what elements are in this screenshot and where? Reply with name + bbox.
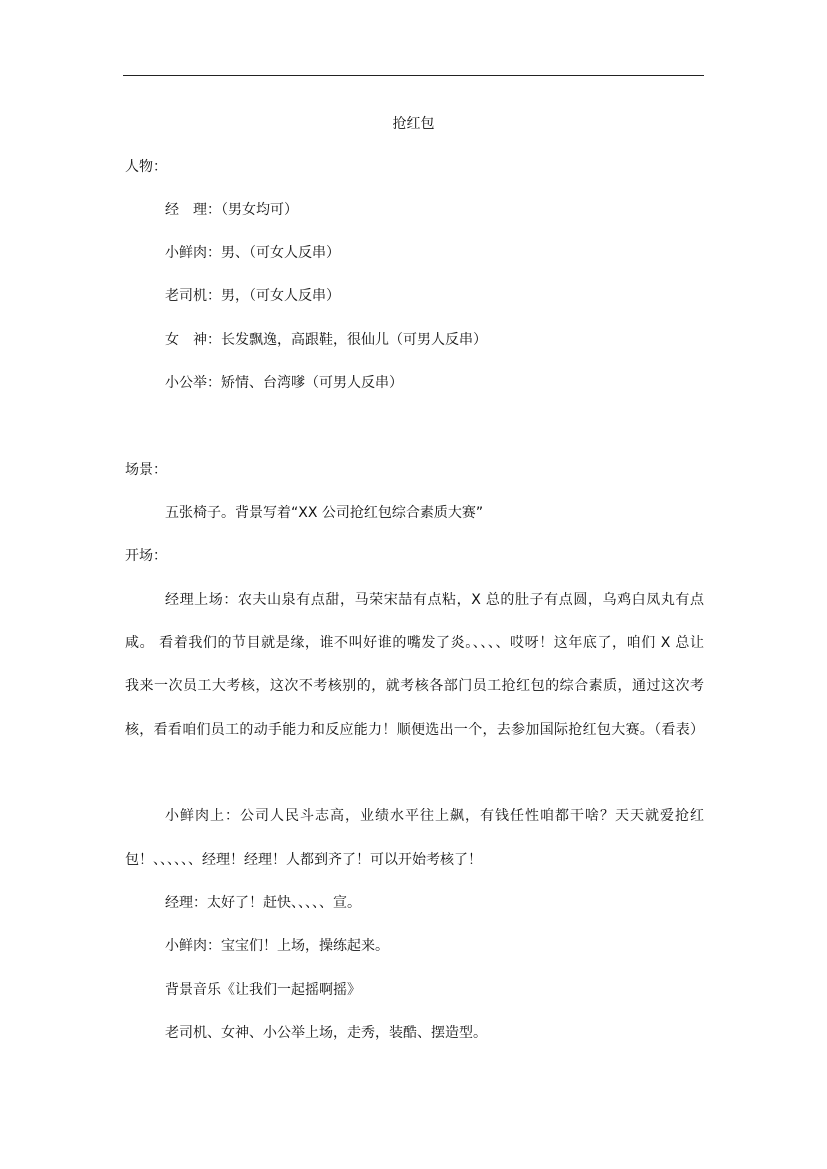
xianrou-speech-line: 包！、、、、、、经理！经理！人都到齐了！可以开始考核了！ [125,852,482,868]
manager-speech-line: 我来一次员工大考核，这次不考核别的，就考核各部门员工抢红包的综合素质，通过这次考 [125,678,704,694]
manager-speech-line: 咸。 看着我们的节目就是缘，谁不叫好谁的嘴发了炎。、、、、哎呀！这年底了，咱们 X 总让 [125,635,704,651]
manager-speech-line: 经理上场：农夫山泉有点甜，马荣宋喆有点粘，X 总的肚子有点圆，乌鸡白凤丸有点 [165,592,704,608]
stage-direction: 背景音乐《让我们一起摇啊摇》 [165,982,361,998]
stage-direction: 老司机、女神、小公举上场，走秀，装酷、摆造型。 [165,1025,487,1041]
opening-heading: 开场： [125,548,167,564]
manager-speech-line: 核，看看咱们员工的动手能力和反应能力！顺便选出一个，去参加国际抢红包大赛。（看表） [125,722,704,738]
document-title: 抢红包 [392,116,435,132]
scene-text: 五张椅子。背景写着“XX 公司抢红包综合素质大赛” [165,505,484,521]
header-rule [123,75,704,76]
dialogue-line: 经理：太好了！赶快、、、、、宣。 [165,895,361,911]
scene-heading: 场景： [125,462,167,478]
dialogue-line: 小鲜肉：宝宝们！上场，操练起来。 [165,938,389,954]
cast-line: 老司机：男，（可女人反串） [165,288,340,304]
xianrou-speech-line: 小鲜肉上：公司人民斗志高，业绩水平往上飙，有钱任性咱都干啥？天天就爱抢红 [165,808,704,824]
cast-line: 经 理：（男女均可） [165,202,298,218]
cast-line: 女 神：长发飘逸，高跟鞋，很仙儿（可男人反串） [165,332,487,348]
cast-line: 小鲜肉：男、（可女人反串） [165,245,340,261]
cast-heading: 人物： [125,159,167,175]
cast-line: 小公举：矫情、台湾嗲（可男人反串） [165,375,403,391]
